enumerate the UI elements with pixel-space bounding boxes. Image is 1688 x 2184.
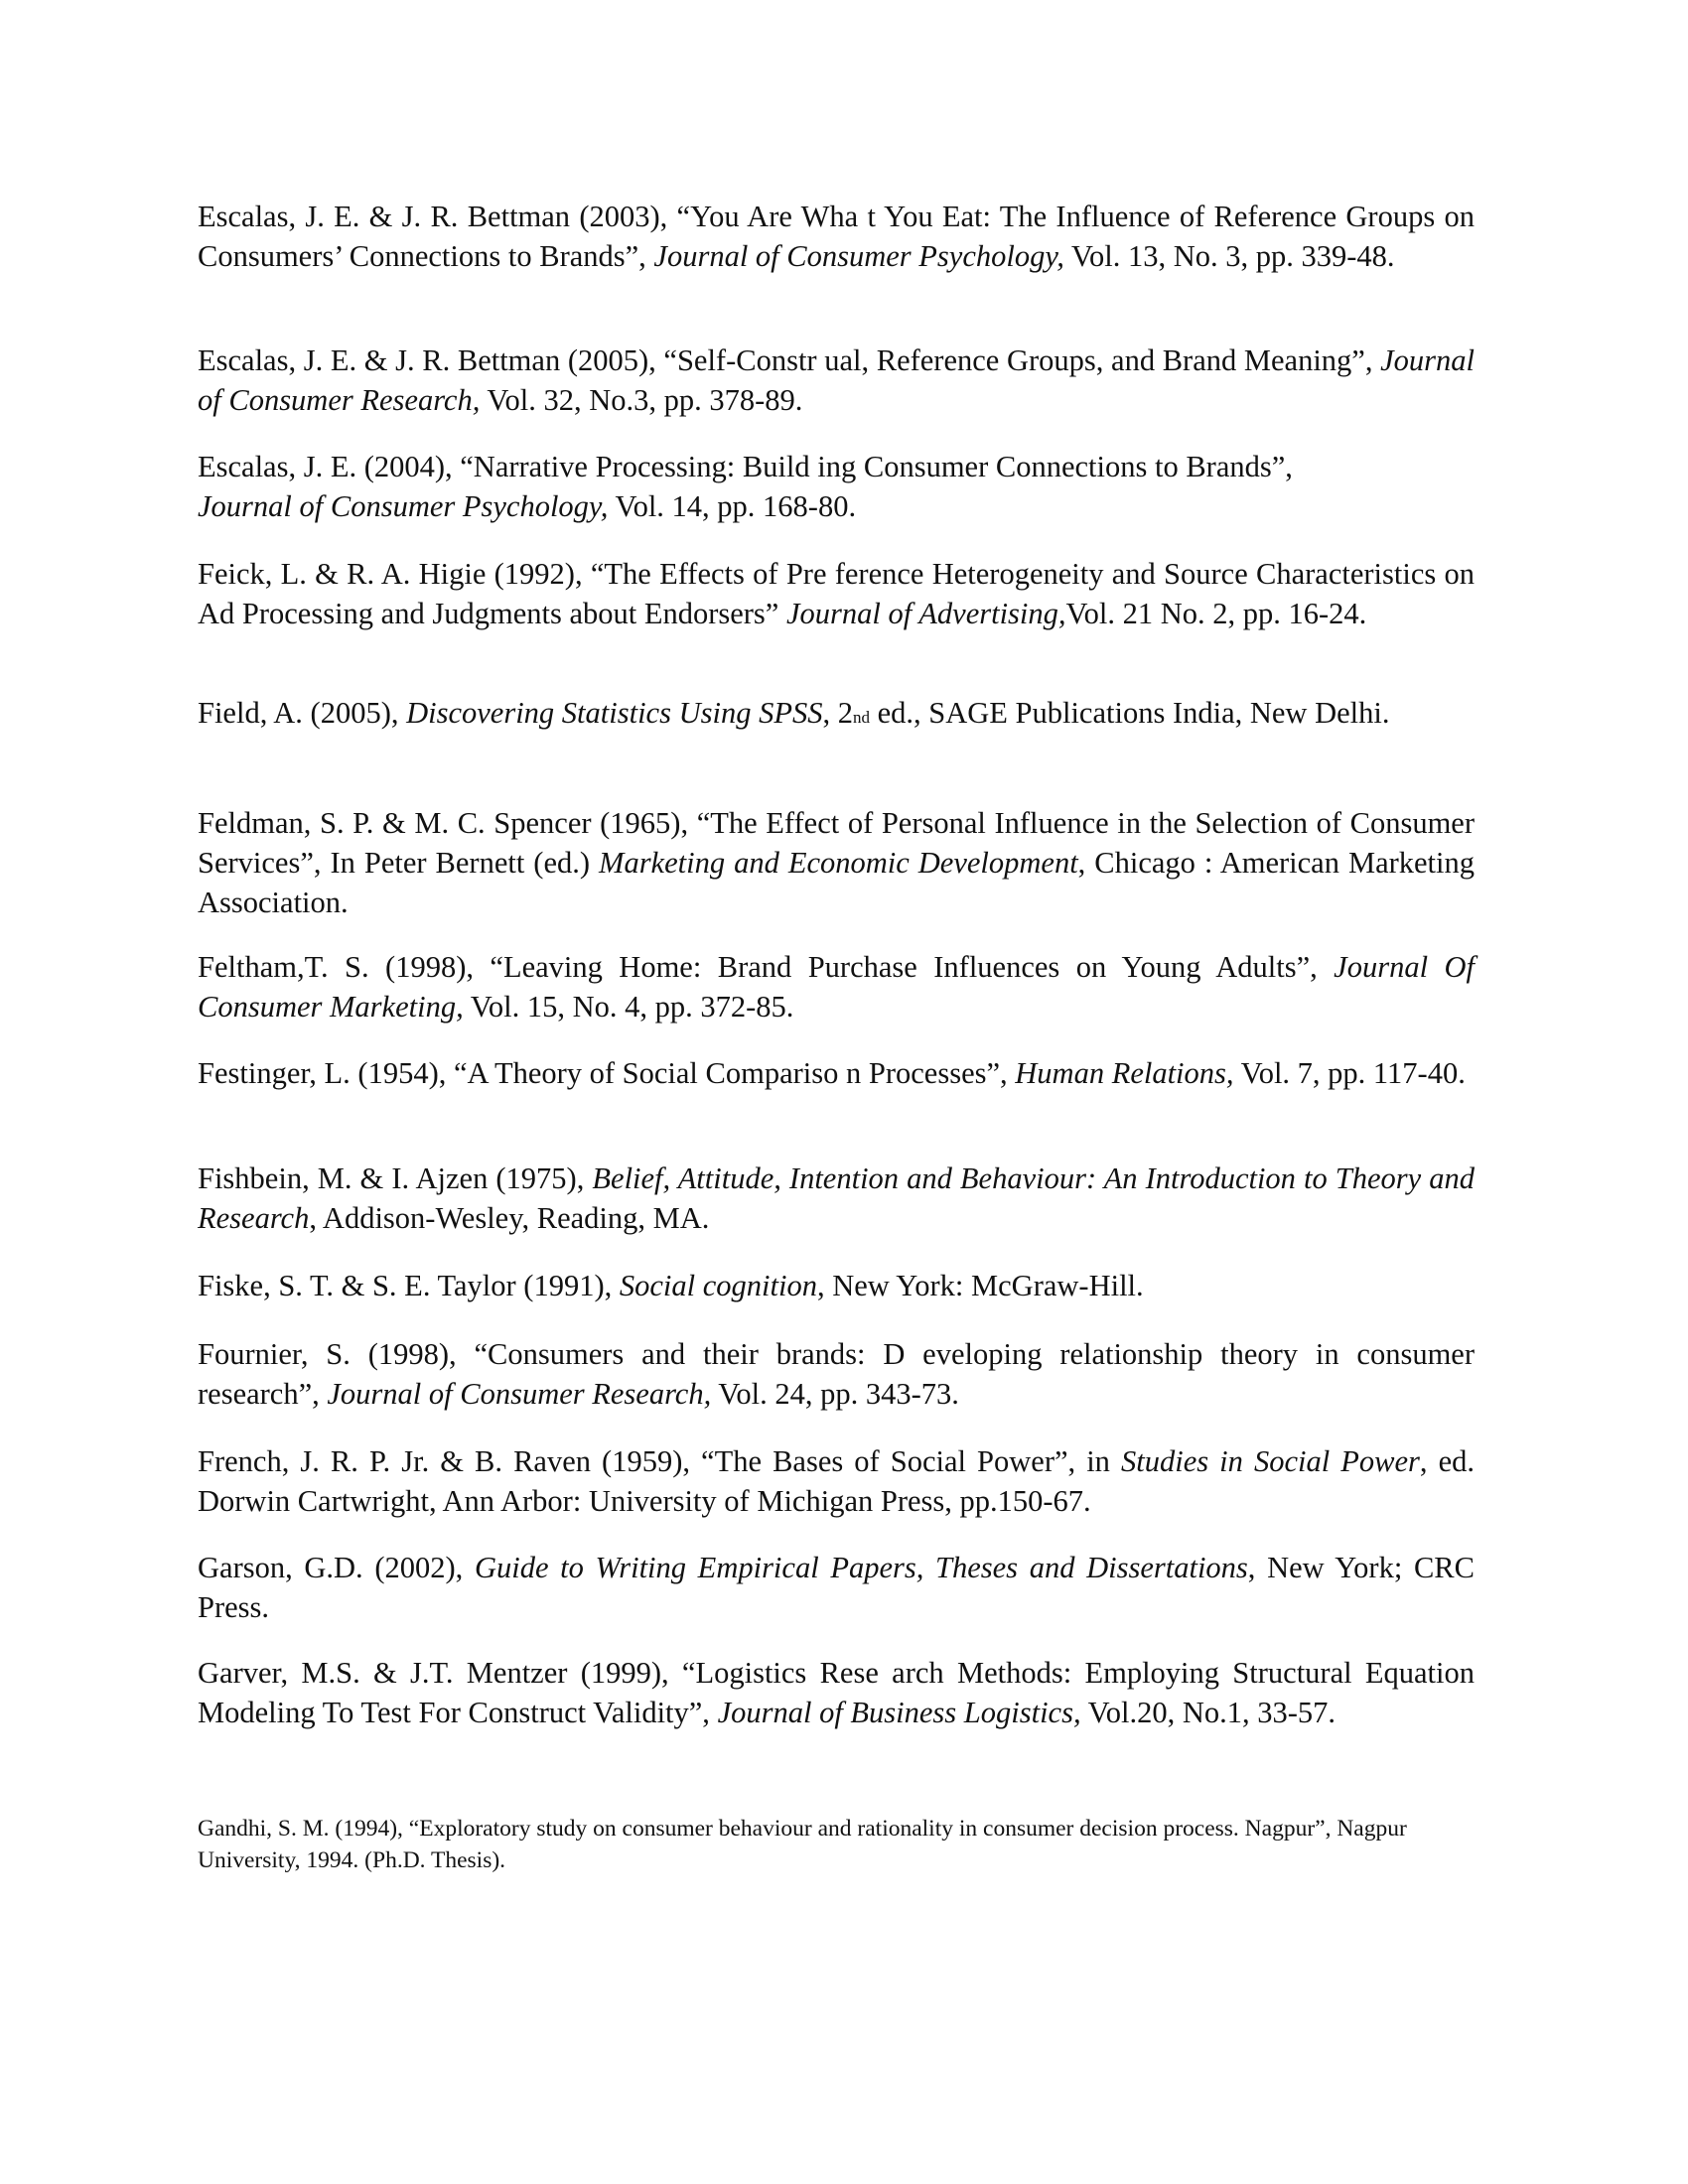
- reference-text: Garson, G.D. (2002),: [198, 1551, 475, 1584]
- reference-entry: [198, 1441, 1475, 1521]
- reference-text: Fishbein, M. & I. Ajzen (1975),: [198, 1161, 593, 1195]
- reference-entry: [198, 1653, 1475, 1732]
- reference-text: Gandhi, S. M. (1994), “Exploratory study on consumer behaviour and rationality in consumer decision process. Nagpur”, Nagpur University, 1994. (Ph.D. Thesis).: [198, 1816, 1407, 1873]
- reference-entry: [198, 554, 1475, 633]
- journal-title: Journal of Consumer Research,: [327, 1377, 712, 1411]
- reference-entry: [198, 197, 1475, 276]
- reference-text: Garver, M.S. & J.T. Mentzer (1999), “Logistics Rese arch Methods: Employing Structural Equation Modeling To Test For Construct Validity”,: [198, 1656, 1475, 1729]
- reference-text: Escalas, J. E. & J. R. Bettman (2003), “You Are Wha t You Eat: The Influence of Reference Groups on Consumers’ Connections to Brands”,: [198, 200, 1475, 273]
- journal-title: Journal Of Consumer Marketing,: [198, 950, 1475, 1024]
- reference-entry: [198, 1159, 1475, 1238]
- reference-details: Vol. 13, No. 3, pp. 339-48.: [1063, 239, 1395, 273]
- reference-details: , Chicago : American Marketing Association.: [198, 846, 1475, 919]
- reference-details: Vol. 32, No.3, pp. 378-89.: [480, 383, 803, 417]
- reference-text: French, J. R. P. Jr. & B. Raven (1959), “The Bases of Social Power”, in: [198, 1444, 1121, 1478]
- book-title: Marketing and Economic Development: [599, 846, 1078, 880]
- reference-details: Vol. 7, pp. 117-40.: [1233, 1056, 1466, 1090]
- reference-entry: [198, 1813, 1475, 1876]
- reference-details: , ed. Dorwin Cartwright, Ann Arbor: University of Michigan Press, pp.150-67.: [198, 1444, 1475, 1518]
- reference-entry: [198, 947, 1475, 1026]
- reference-text: Fournier, S. (1998), “Consumers and their brands: D eveloping relationship theory in consumer research”,: [198, 1337, 1475, 1411]
- reference-text: Escalas, J. E. & J. R. Bettman (2005), “Self-Constr ual, Reference Groups, and Brand Meaning”,: [198, 343, 1381, 377]
- reference-text: Fiske, S. T. & S. E. Taylor (1991),: [198, 1269, 620, 1302]
- journal-title: Journal of Consumer Psychology,: [653, 239, 1064, 273]
- journal-title: Journal of Consumer Psychology,: [198, 489, 609, 523]
- reference-details: , Addison-Wesley, Reading, MA.: [309, 1201, 710, 1235]
- journal-title: Human Relations,: [1015, 1056, 1234, 1090]
- reference-text: Feldman, S. P. & M. C. Spencer (1965), “The Effect of Personal Influence in the Selection of Consumer Services”, In Peter Bernett (ed.): [198, 806, 1475, 880]
- book-title: Social cognition: [619, 1269, 817, 1302]
- reference-entry: [198, 1334, 1475, 1414]
- reference-details: Vol. 24, pp. 343-73.: [711, 1377, 959, 1411]
- journal-title: Journal of Advertising,: [785, 597, 1066, 630]
- reference-entry: [198, 447, 1475, 526]
- reference-entry: [198, 1266, 1475, 1305]
- reference-entry: [198, 693, 1475, 738]
- reference-entry: [198, 1548, 1475, 1627]
- reference-details: Vol. 14, pp. 168-80.: [608, 489, 857, 523]
- book-title: Studies in Social Power: [1121, 1444, 1420, 1478]
- reference-text: Festinger, L. (1954), “A Theory of Social Compariso n Processes”,: [198, 1056, 1016, 1090]
- reference-details: Vol. 15, No. 4, pp. 372-85.: [463, 990, 794, 1024]
- reference-text: Feltham,T. S. (1998), “Leaving Home: Brand Purchase Influences on Young Adults”,: [198, 950, 1335, 984]
- reference-details: , New York: McGraw-Hill.: [816, 1269, 1144, 1302]
- book-title: Belief, Attitude, Intention and Behaviour: An Introduction to Theory and Research: [198, 1161, 1475, 1235]
- reference-details: Vol.20, No.1, 33-57.: [1080, 1696, 1336, 1729]
- reference-details: ed., SAGE Publications India, New Delhi.: [869, 696, 1390, 730]
- reference-entry: [198, 803, 1475, 922]
- book-title: Discovering Statistics Using SPSS: [406, 696, 823, 730]
- reference-details: , 2: [822, 696, 853, 730]
- reference-details: , New York; CRC Press.: [198, 1551, 1475, 1624]
- reference-entry: [198, 341, 1475, 420]
- reference-details: Vol. 21 No. 2, pp. 16-24.: [1065, 597, 1367, 630]
- journal-title: Journal of Business Logistics,: [717, 1696, 1081, 1729]
- reference-entry: [198, 1053, 1475, 1093]
- reference-text: Feick, L. & R. A. Higie (1992), “The Effects of Pre ference Heterogeneity and Source Characteristics on Ad Processing and Judgments about Endorsers”: [198, 557, 1475, 630]
- book-title: Guide to Writing Empirical Papers, Theses and Dissertations: [474, 1551, 1248, 1584]
- reference-text: Escalas, J. E. (2004), “Narrative Processing: Build ing Consumer Connections to Brands”,: [198, 450, 1293, 483]
- reference-text: Field, A. (2005),: [198, 696, 407, 730]
- edition-superscript: nd: [852, 708, 870, 727]
- journal-title: Journal of Consumer Research,: [198, 343, 1475, 417]
